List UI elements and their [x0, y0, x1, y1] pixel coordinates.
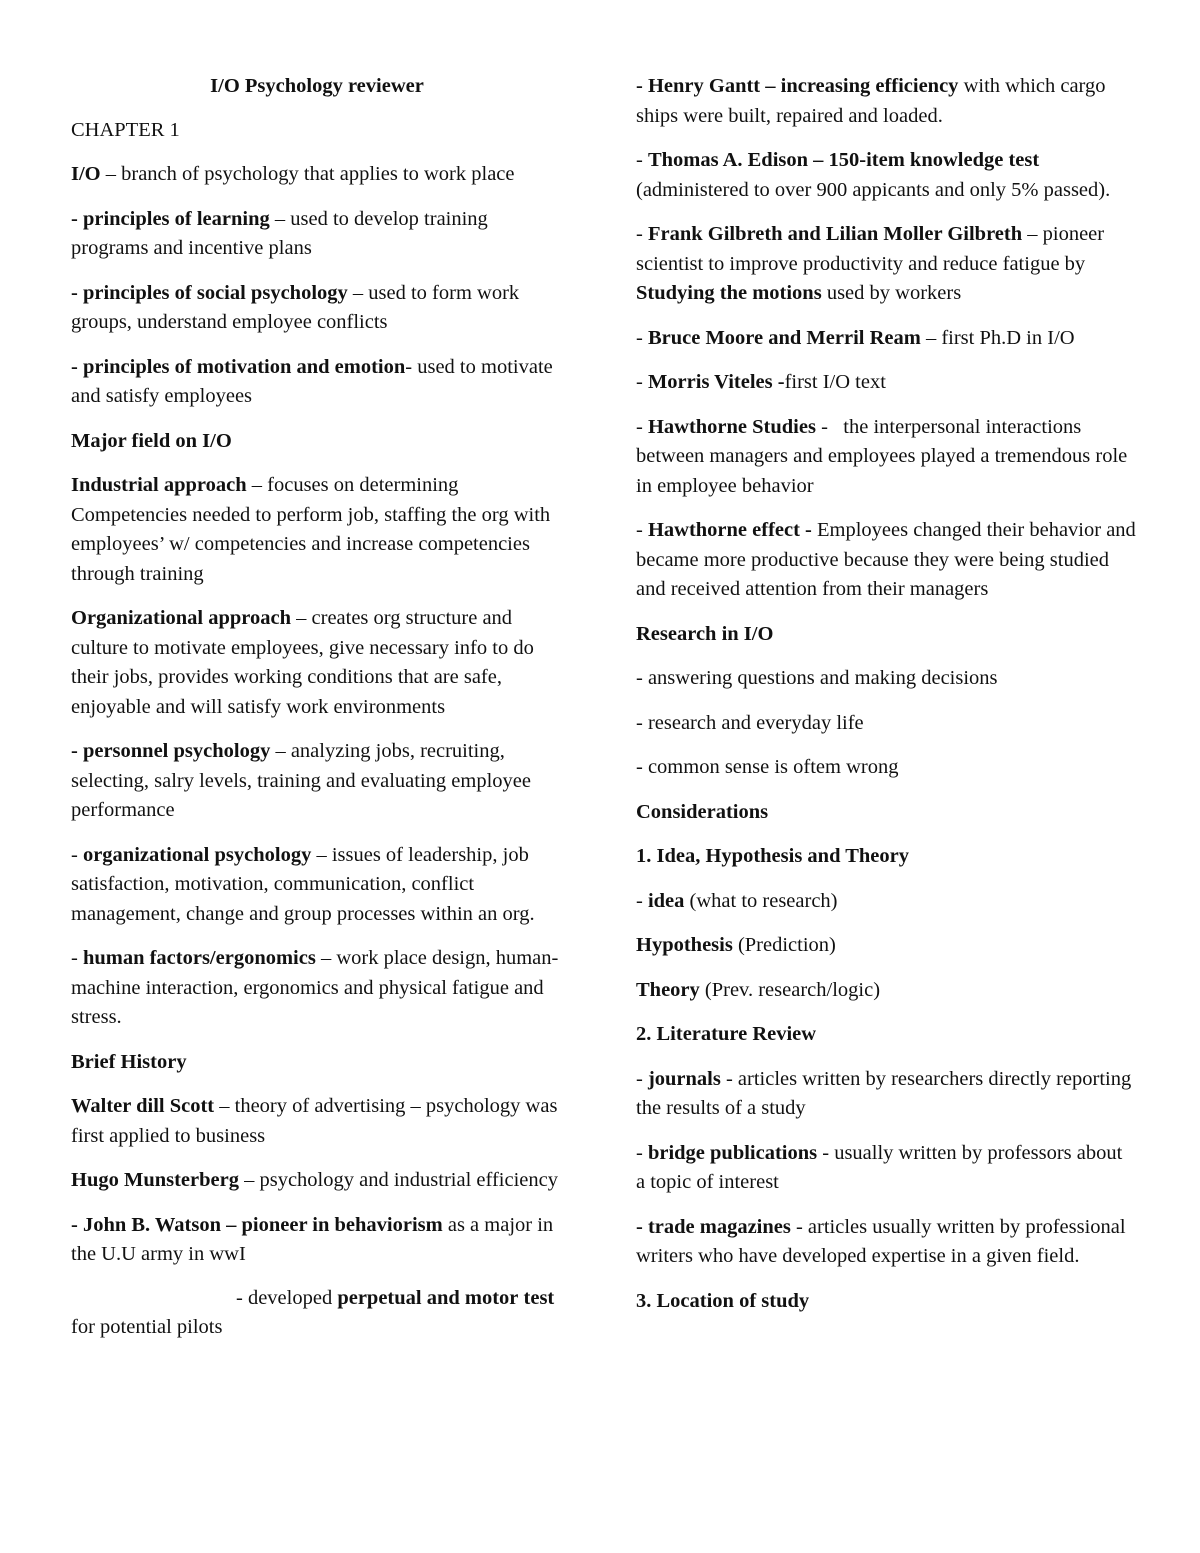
bridge-entry — [636, 1139, 1136, 1198]
journals-def: - articles written by researchers directly reporting the results of a study — [636, 1067, 1132, 1119]
considerations-heading: Considerations — [636, 800, 769, 823]
gilbreth-term: Frank Gilbreth and Lilian Moller Gilbreth — [647, 223, 1023, 245]
motivation-dash: - — [71, 355, 83, 378]
gilbreth-def-2: used by workers — [821, 282, 962, 304]
gantt-entry — [636, 72, 1136, 131]
learning-entry — [71, 205, 563, 264]
idea-heading: 1. Idea, Hypothesis and Theory — [636, 845, 910, 867]
orgpsych-entry — [71, 841, 563, 930]
personnel-def: – analyzing jobs, recruiting, selecting, salry levels, training and evaluating employee performance — [71, 740, 531, 821]
hypothesis-def: (Prediction) — [732, 934, 836, 956]
gilbreth-bold: Studying the motions — [636, 282, 822, 304]
document-title: I/O Psychology reviewer — [210, 75, 424, 97]
moore-dash: - — [636, 326, 648, 349]
research-item: - research and everyday life — [636, 711, 864, 734]
social-def: – used to form work groups, understand employee conflicts — [71, 281, 520, 333]
edison-def: (administered to over 900 appicants and only 5% passed). — [636, 178, 1111, 201]
viteles-term: Morris Viteles - — [647, 371, 785, 393]
hugo-term: Hugo Munsterberg — [71, 1169, 239, 1191]
hypothesis-entry — [636, 931, 1136, 961]
social-entry — [71, 279, 563, 338]
watson-def: as a major in the U.U army in wwI — [71, 1213, 554, 1265]
developed-pre: - developed — [236, 1286, 338, 1309]
industrial-entry — [71, 471, 563, 589]
trade-def: - articles usually written by professional writers who have developed expertise in a given field. — [636, 1215, 1126, 1267]
edison-dash: - — [636, 149, 648, 171]
theory-term: Theory — [636, 978, 700, 1001]
viteles-def: first I/O text — [784, 371, 886, 393]
personnel-entry — [71, 737, 563, 826]
theory-def: (Prev. research/logic) — [699, 978, 881, 1001]
location-heading: 3. Location of study — [636, 1289, 810, 1312]
learning-dash: - — [71, 207, 83, 230]
right-column — [636, 72, 1136, 1331]
orgpsych-def: – issues of leadership, job satisfaction, motivation, communication, conflict management, change and group processes within an org. — [71, 843, 535, 925]
motivation-def: - used to motivate and satisfy employees — [71, 355, 553, 407]
industrial-term: Industrial approach — [71, 474, 247, 496]
scott-entry — [71, 1092, 563, 1151]
idea-dash: - — [636, 889, 648, 912]
developed-bold-2: test — [523, 1286, 555, 1309]
hawthorne-effect-entry — [636, 516, 1136, 605]
research-item: - common sense is oftem wrong — [636, 756, 899, 778]
scott-def: – theory of advertising – psychology was first applied to business — [71, 1095, 558, 1147]
journals-dash: - — [636, 1067, 648, 1090]
bridge-def: - usually written by professors about a topic of interest — [636, 1141, 1123, 1193]
hstudies-def: - the interpersonal interactions between managers and employees played a tremendous role in employee behavior — [636, 415, 1133, 497]
viteles-entry — [636, 368, 1136, 398]
hugo-entry — [71, 1166, 563, 1196]
major-field-heading: Major field on I/O — [71, 429, 232, 452]
edison-entry — [636, 146, 1136, 205]
bridge-term: bridge publications — [647, 1141, 818, 1164]
social-dash: - — [71, 281, 83, 304]
gilbreth-dash: - — [636, 223, 648, 245]
chapter-label: CHAPTER 1 — [71, 118, 180, 141]
developed-post: for potential pilots — [71, 1316, 223, 1338]
watson-term: - John B. Watson – pioneer in behaviorism — [71, 1213, 443, 1236]
research-heading: Research in I/O — [636, 622, 774, 645]
theory-entry — [636, 976, 1136, 1006]
hugo-def: – psychology and industrial efficiency — [238, 1169, 558, 1191]
learning-def: – used to develop training programs and incentive plans — [71, 207, 488, 259]
motivation-term: principles of motivation and emotion — [82, 355, 406, 378]
human-factors-entry — [71, 944, 563, 1033]
idea-def: (what to research) — [684, 889, 838, 912]
hypothesis-term: Hypothesis — [636, 934, 733, 956]
human-term: human factors/ergonomics — [82, 947, 316, 969]
trade-term: - trade magazines — [636, 1215, 791, 1238]
gantt-def: with which cargo ships were built, repaired and loaded. — [636, 75, 1106, 127]
motivation-entry — [71, 353, 563, 412]
gilbreth-entry — [636, 220, 1136, 309]
orgpsych-dash: - — [71, 843, 83, 866]
gilbreth-def-1: – pioneer scientist to improve productivity and reduce fatigue by — [636, 223, 1105, 275]
scott-term: Walter dill Scott — [71, 1095, 215, 1117]
hstudies-dash: - — [636, 415, 648, 438]
brief-history-heading: Brief History — [71, 1050, 187, 1073]
research-item: - answering questions and making decisions — [636, 667, 998, 689]
moore-def: – first Ph.D in I/O — [920, 326, 1075, 349]
personnel-term: personnel psychology — [82, 740, 271, 762]
human-dash: - — [71, 947, 83, 969]
gantt-term: - Henry Gantt – increasing efficiency — [636, 75, 959, 97]
edison-term: Thomas A. Edison – 150-item knowledge test — [647, 149, 1040, 171]
organizational-def: – creates org structure and culture to motivate employees, give necessary info to do their jobs, provides working conditions that are safe, enjoyable and will satisfy work environments — [71, 607, 534, 718]
orgpsych-term: organizational psychology — [82, 843, 312, 866]
io-term: I/O — [71, 163, 101, 185]
human-def: – work place design, human-machine interaction, ergonomics and physical fatigue and stress. — [71, 947, 559, 1028]
personnel-dash: - — [71, 740, 83, 762]
journals-term: journals — [647, 1067, 721, 1090]
left-column — [71, 72, 563, 1358]
bridge-dash: - — [636, 1141, 648, 1164]
idea-term: idea — [647, 889, 685, 912]
heffect-dash: - — [636, 519, 648, 541]
moore-entry — [636, 324, 1136, 354]
heffect-def: Employees changed their behavior and became more productive because they were being studied and received attention from their managers — [636, 519, 1136, 600]
organizational-entry — [71, 604, 563, 722]
journals-entry — [636, 1065, 1136, 1124]
organizational-term: Organizational approach — [71, 607, 292, 629]
social-term: principles of social psychology — [82, 281, 348, 304]
learning-term: principles of learning — [82, 207, 270, 230]
hawthorne-studies-entry — [636, 413, 1136, 502]
industrial-def: – focuses on determining Competencies needed to perform job, staffing the org with employees’ w/ competencies and increase competencies through training — [71, 474, 551, 585]
viteles-dash: - — [636, 371, 648, 393]
watson-entry — [71, 1211, 563, 1270]
trade-entry — [636, 1213, 1136, 1272]
heffect-term: Hawthorne effect - — [647, 519, 812, 541]
hstudies-term: Hawthorne Studies — [647, 415, 816, 438]
literature-review-heading: 2. Literature Review — [636, 1023, 817, 1045]
watson-developed-entry — [71, 1284, 563, 1343]
moore-term: Bruce Moore and Merril Ream — [647, 326, 921, 349]
io-definition — [71, 160, 563, 190]
idea-entry — [636, 887, 1136, 917]
io-def: – branch of psychology that applies to work place — [100, 163, 515, 185]
developed-bold-1: perpetual and motor — [337, 1286, 519, 1309]
